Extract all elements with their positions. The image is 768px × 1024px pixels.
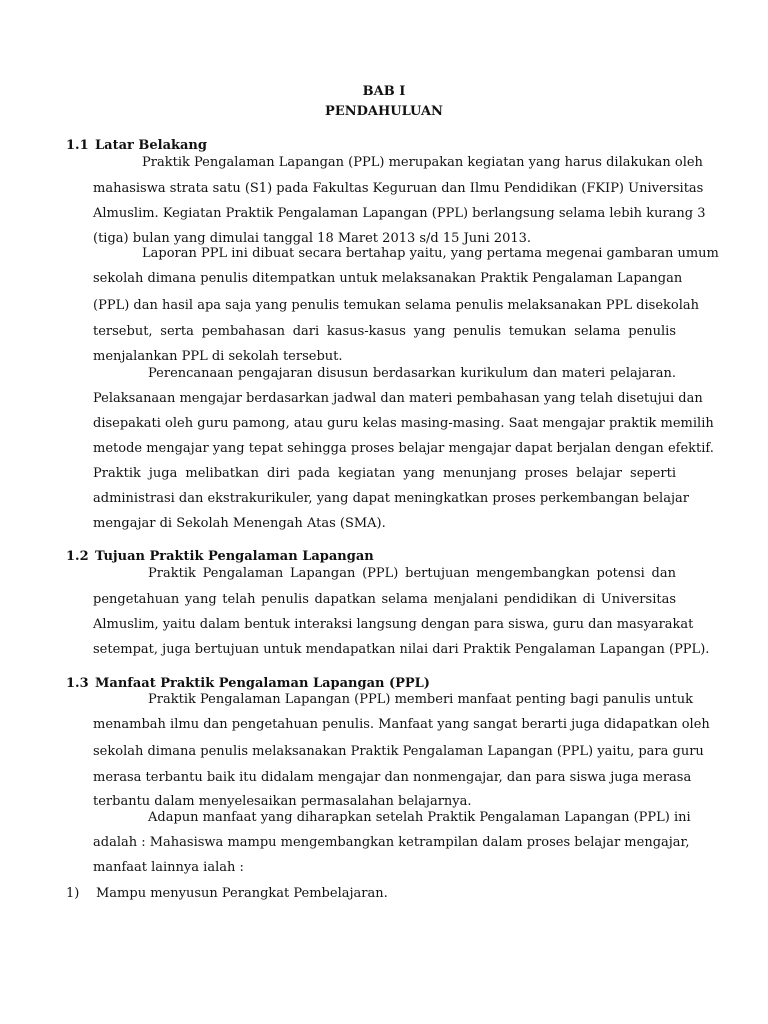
section-number: 1.2 bbox=[66, 549, 89, 564]
paragraph-line: Praktik Pengalaman Lapangan (PPL) bertujuan mengembangkan potensi dan bbox=[148, 566, 676, 581]
paragraph-line: manfaat lainnya ialah : bbox=[93, 860, 244, 875]
paragraph-line: Praktik juga melibatkan diri pada kegiatan yang menunjang proses belajar seperti bbox=[93, 466, 676, 481]
paragraph-line: menambah ilmu dan pengetahuan penulis. Manfaat yang sangat berarti juga didapatkan oleh bbox=[93, 717, 710, 732]
section-title: Tujuan Praktik Pengalaman Lapangan bbox=[95, 549, 374, 564]
paragraph-line: Praktik Pengalaman Lapangan (PPL) merupakan kegiatan yang harus dilakukan oleh bbox=[142, 155, 703, 170]
paragraph-line: sekolah dimana penulis melaksanakan Praktik Pengalaman Lapangan (PPL) yaitu, para guru bbox=[93, 744, 704, 759]
paragraph-line: mengajar di Sekolah Menengah Atas (SMA). bbox=[93, 516, 386, 531]
list-item: Mampu menyusun Perangkat Pembelajaran. bbox=[96, 886, 388, 901]
paragraph-line: administrasi dan ekstrakurikuler, yang dapat meningkatkan proses perkembangan belajar bbox=[93, 491, 689, 506]
paragraph-line: Adapun manfaat yang diharapkan setelah Praktik Pengalaman Lapangan (PPL) ini bbox=[148, 810, 691, 825]
paragraph-line: (PPL) dan hasil apa saja yang penulis temukan selama penulis melaksanakan PPL disekolah bbox=[93, 298, 699, 313]
paragraph-line: adalah : Mahasiswa mampu mengembangkan ketrampilan dalam proses belajar mengajar, bbox=[93, 835, 690, 850]
paragraph-line: metode mengajar yang tepat sehingga proses belajar mengajar dapat berjalan dengan efektif. bbox=[93, 441, 714, 456]
paragraph-line: terbantu dalam menyelesaikan permasalahan belajarnya. bbox=[93, 794, 472, 809]
paragraph-line: Almuslim, yaitu dalam bentuk interaksi langsung dengan para siswa, guru dan masyarakat bbox=[93, 617, 694, 632]
paragraph-line: merasa terbantu baik itu didalam mengajar dan nonmengajar, dan para siswa juga merasa bbox=[93, 770, 692, 785]
list-marker: 1) bbox=[66, 886, 80, 901]
chapter-title: PENDAHULUAN bbox=[325, 104, 443, 119]
paragraph-line: mahasiswa strata satu (S1) pada Fakultas Keguruan dan Ilmu Pendidikan (FKIP) Universitas bbox=[93, 181, 704, 196]
section-number: 1.3 bbox=[66, 676, 89, 691]
paragraph-line: tersebut, serta pembahasan dari kasus-kasus yang penulis temukan selama penulis bbox=[93, 324, 676, 339]
section-title: Latar Belakang bbox=[95, 138, 207, 153]
paragraph-line: setempat, juga bertujuan untuk mendapatkan nilai dari Praktik Pengalaman Lapangan (PPL). bbox=[93, 642, 710, 657]
chapter-label: BAB I bbox=[362, 84, 406, 99]
section-title: Manfaat Praktik Pengalaman Lapangan (PPL) bbox=[95, 676, 430, 691]
section-number: 1.1 bbox=[66, 138, 89, 153]
paragraph-line: Pelaksanaan mengajar berdasarkan jadwal dan materi pembahasan yang telah disetujui dan bbox=[93, 391, 703, 406]
paragraph-line: Laporan PPL ini dibuat secara bertahap yaitu, yang pertama megenai gambaran umum bbox=[142, 246, 719, 261]
paragraph-line: Praktik Pengalaman Lapangan (PPL) memberi manfaat penting bagi panulis untuk bbox=[148, 692, 694, 707]
paragraph-line: menjalankan PPL di sekolah tersebut. bbox=[93, 349, 343, 364]
paragraph-line: pengetahuan yang telah penulis dapatkan selama menjalani pendidikan di Universitas bbox=[93, 592, 676, 607]
paragraph-line: sekolah dimana penulis ditempatkan untuk melaksanakan Praktik Pengalaman Lapangan bbox=[93, 271, 683, 286]
paragraph-line: disepakati oleh guru pamong, atau guru kelas masing-masing. Saat mengajar praktik memilih bbox=[93, 416, 714, 431]
paragraph-line: Perencanaan pengajaran disusun berdasarkan kurikulum dan materi pelajaran. bbox=[148, 366, 676, 381]
paragraph-line: Almuslim. Kegiatan Praktik Pengalaman Lapangan (PPL) berlangsung selama lebih kurang 3 bbox=[93, 206, 706, 221]
paragraph-line: (tiga) bulan yang dimulai tanggal 18 Maret 2013 s/d 15 Juni 2013. bbox=[93, 231, 532, 246]
